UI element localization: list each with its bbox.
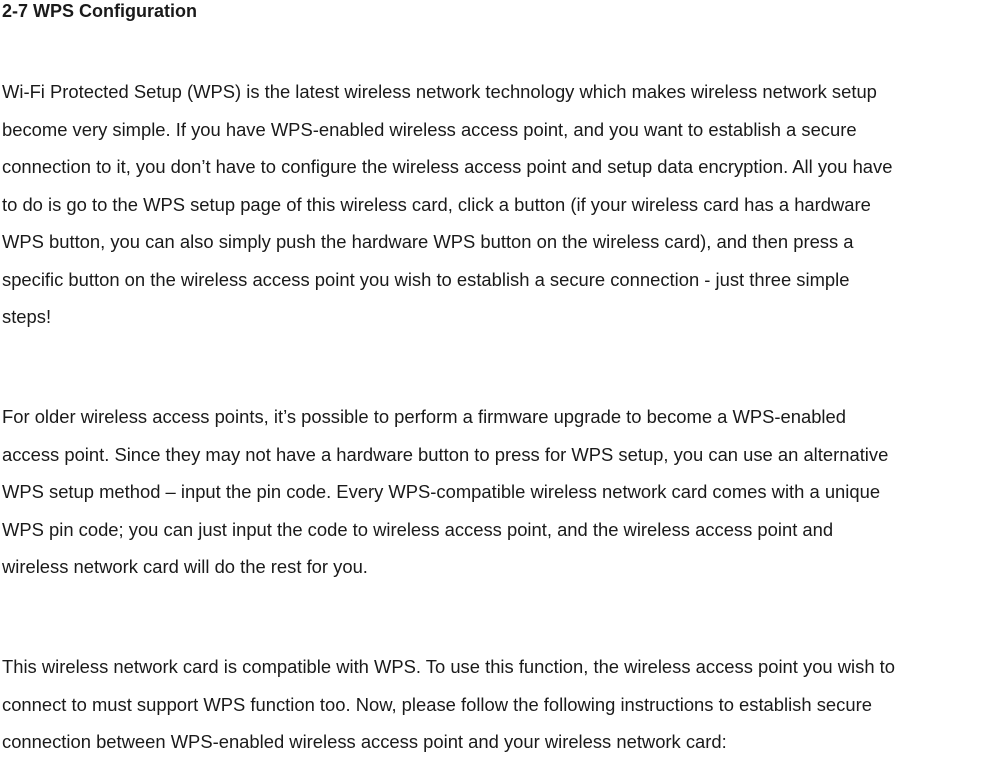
text-line: connect to must support WPS function too. Now, please follow the following instructions to establish secure [2,693,872,715]
text-line: WPS pin code; you can just input the code to wireless access point, and the wireless access point and [2,518,834,540]
text-line: access point. Since they may not have a hardware button to press for WPS setup, you can use an alternative [2,443,889,465]
paragraph-older-access-points [2,398,888,586]
text-line: become very simple. If you have WPS-enabled wireless access point, and you want to establish a secure [2,118,857,140]
text-line: Wi-Fi Protected Setup (WPS) is the latest wireless network technology which makes wireless network setup [2,81,877,102]
text-line: connection to it, you don’t have to configure the wireless access point and setup data encryption. All you have [2,156,893,177]
text-line: steps! [2,306,52,327]
text-line: For older wireless access points, it’s possible to perform a firmware upgrade to become a WPS-enabled [2,406,846,427]
text-line: WPS setup method – input the pin code. Every WPS-compatible wireless network card comes with a unique [2,481,881,502]
text-line: to do is go to the WPS setup page of this wireless card, click a button (if your wireless card has a hardware [2,193,871,215]
text-line: WPS button, you can also simply push the hardware WPS button on the wireless card), and then press a [2,231,854,252]
text-line: connection between WPS-enabled wireless access point and your wireless network card: [2,731,727,752]
section-heading: 2-7 WPS Configuration [2,1,197,21]
paragraph-compatibility [2,648,895,761]
text-line: wireless network card will do the rest for you. [2,556,368,577]
paragraph-wps-intro [2,73,892,336]
text-line: specific button on the wireless access point you wish to establish a secure connection - just three simple [2,268,850,290]
text-line: This wireless network card is compatible with WPS. To use this function, the wireless access point you wish to [2,656,895,677]
